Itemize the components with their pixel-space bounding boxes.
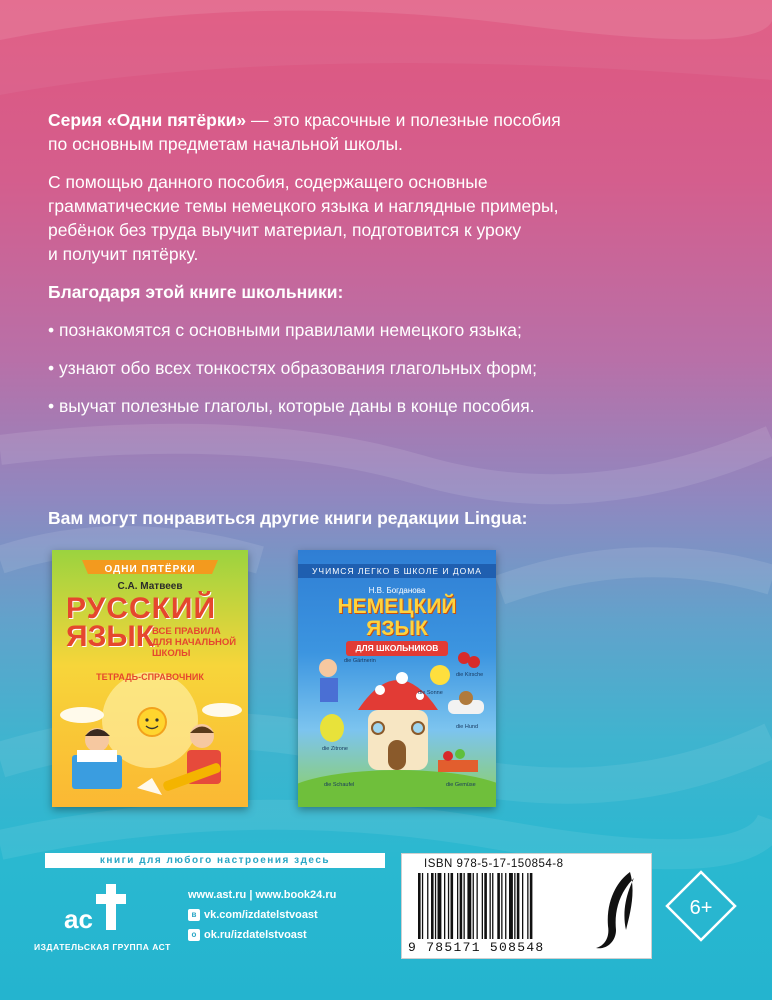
slogan-banner: книги для любого настроения здесь	[45, 853, 385, 868]
benefit-item: • узнают обо всех тонкостях образования глагольных форм;	[48, 358, 538, 378]
book2-title-line1: НЕМЕЦКИЙ	[337, 595, 457, 618]
benefits-heading-text: Благодаря этой книге школьники:	[48, 282, 344, 302]
svg-text:ac: ac	[64, 904, 93, 934]
book2-word-label: die Kirsche	[456, 672, 484, 678]
book1-author: С.А. Матвеев	[117, 581, 183, 592]
barcode-digits: 9 785171 508548	[408, 940, 545, 955]
vk-link[interactable]: vk.com/izdatelstvoast	[204, 909, 318, 921]
book2-word-label: die Gemüse	[446, 782, 476, 788]
age-rating-badge	[665, 870, 737, 942]
description-block	[48, 108, 728, 432]
book2-title	[298, 596, 496, 640]
intro-line2: по основным предметам начальной школы.	[48, 134, 403, 154]
intro-paragraph	[48, 108, 728, 156]
book2-word-label: die Schaufel	[324, 782, 355, 788]
book-cover-german[interactable]	[298, 550, 496, 807]
book1-title-line2: ЯЗЫК	[66, 620, 155, 653]
book1-title-line1: РУССКИЙ	[66, 592, 217, 625]
book1-series: ОДНИ ПЯТЁРКИ	[104, 564, 196, 575]
book-cover-russian[interactable]	[52, 550, 248, 807]
benefits-heading	[48, 280, 728, 304]
book2-word-label: die Hund	[456, 724, 479, 730]
ast-logo	[60, 878, 140, 938]
lingua-quill-logo	[586, 868, 644, 952]
book2-word-label: die Zitrone	[322, 746, 348, 752]
book2-series: УЧИМСЯ ЛЕГКО В ШКОЛЕ И ДОМА	[312, 566, 482, 576]
ok-link[interactable]: ok.ru/izdatelstvoast	[204, 929, 307, 941]
ok-icon: о	[188, 929, 200, 941]
ok-row[interactable]	[188, 925, 336, 945]
description-line: грамматические темы немецкого языка и наглядные примеры,	[48, 196, 559, 216]
age-rating-text: 6+	[689, 897, 713, 919]
benefits-list	[48, 318, 728, 418]
series-name: Серия «Одни пятёрки»	[48, 110, 247, 130]
isbn-number: ISBN 978-5-17-150854-8	[424, 858, 564, 870]
book2-word-label: die Sonne	[418, 690, 443, 696]
book2-title-line2: ЯЗЫК	[366, 617, 428, 640]
vk-icon: в	[188, 909, 200, 921]
book1-note: ТЕТРАДЬ-СПРАВОЧНИК	[96, 672, 204, 682]
description-paragraph	[48, 170, 728, 266]
book2-subtitle: ДЛЯ ШКОЛЬНИКОВ	[346, 641, 448, 656]
benefit-item: • выучат полезные глаголы, которые даны в конце пособия.	[48, 396, 535, 416]
vk-row[interactable]	[188, 905, 336, 925]
description-line: С помощью данного пособия, содержащего основные	[48, 172, 488, 192]
benefit-item: • познакомятся с основными правилами немецкого языка;	[48, 320, 522, 340]
book1-subtitle: ВСЕ ПРАВИЛА ДЛЯ НАЧАЛЬНОЙ ШКОЛЫ	[152, 626, 237, 659]
isbn-barcode-box	[401, 853, 652, 959]
description-line: и получит пятёрку.	[48, 244, 199, 264]
recommend-heading: Вам могут понравиться другие книги редакции Lingua:	[48, 508, 528, 528]
intro-line1-rest: — это красочные и полезные пособия	[246, 110, 561, 130]
book2-word-label: die Gärtnerin	[344, 658, 376, 664]
publisher-name: ИЗДАТЕЛЬСКАЯ ГРУППА АСТ	[34, 942, 171, 952]
links-block	[188, 885, 336, 945]
websites-link[interactable]: www.ast.ru | www.book24.ru	[188, 889, 337, 901]
book2-author: Н.В. Богданова	[368, 586, 426, 595]
barcode-image	[416, 873, 580, 939]
description-line: ребёнок без труда выучит материал, подготовится к уроку	[48, 220, 522, 240]
